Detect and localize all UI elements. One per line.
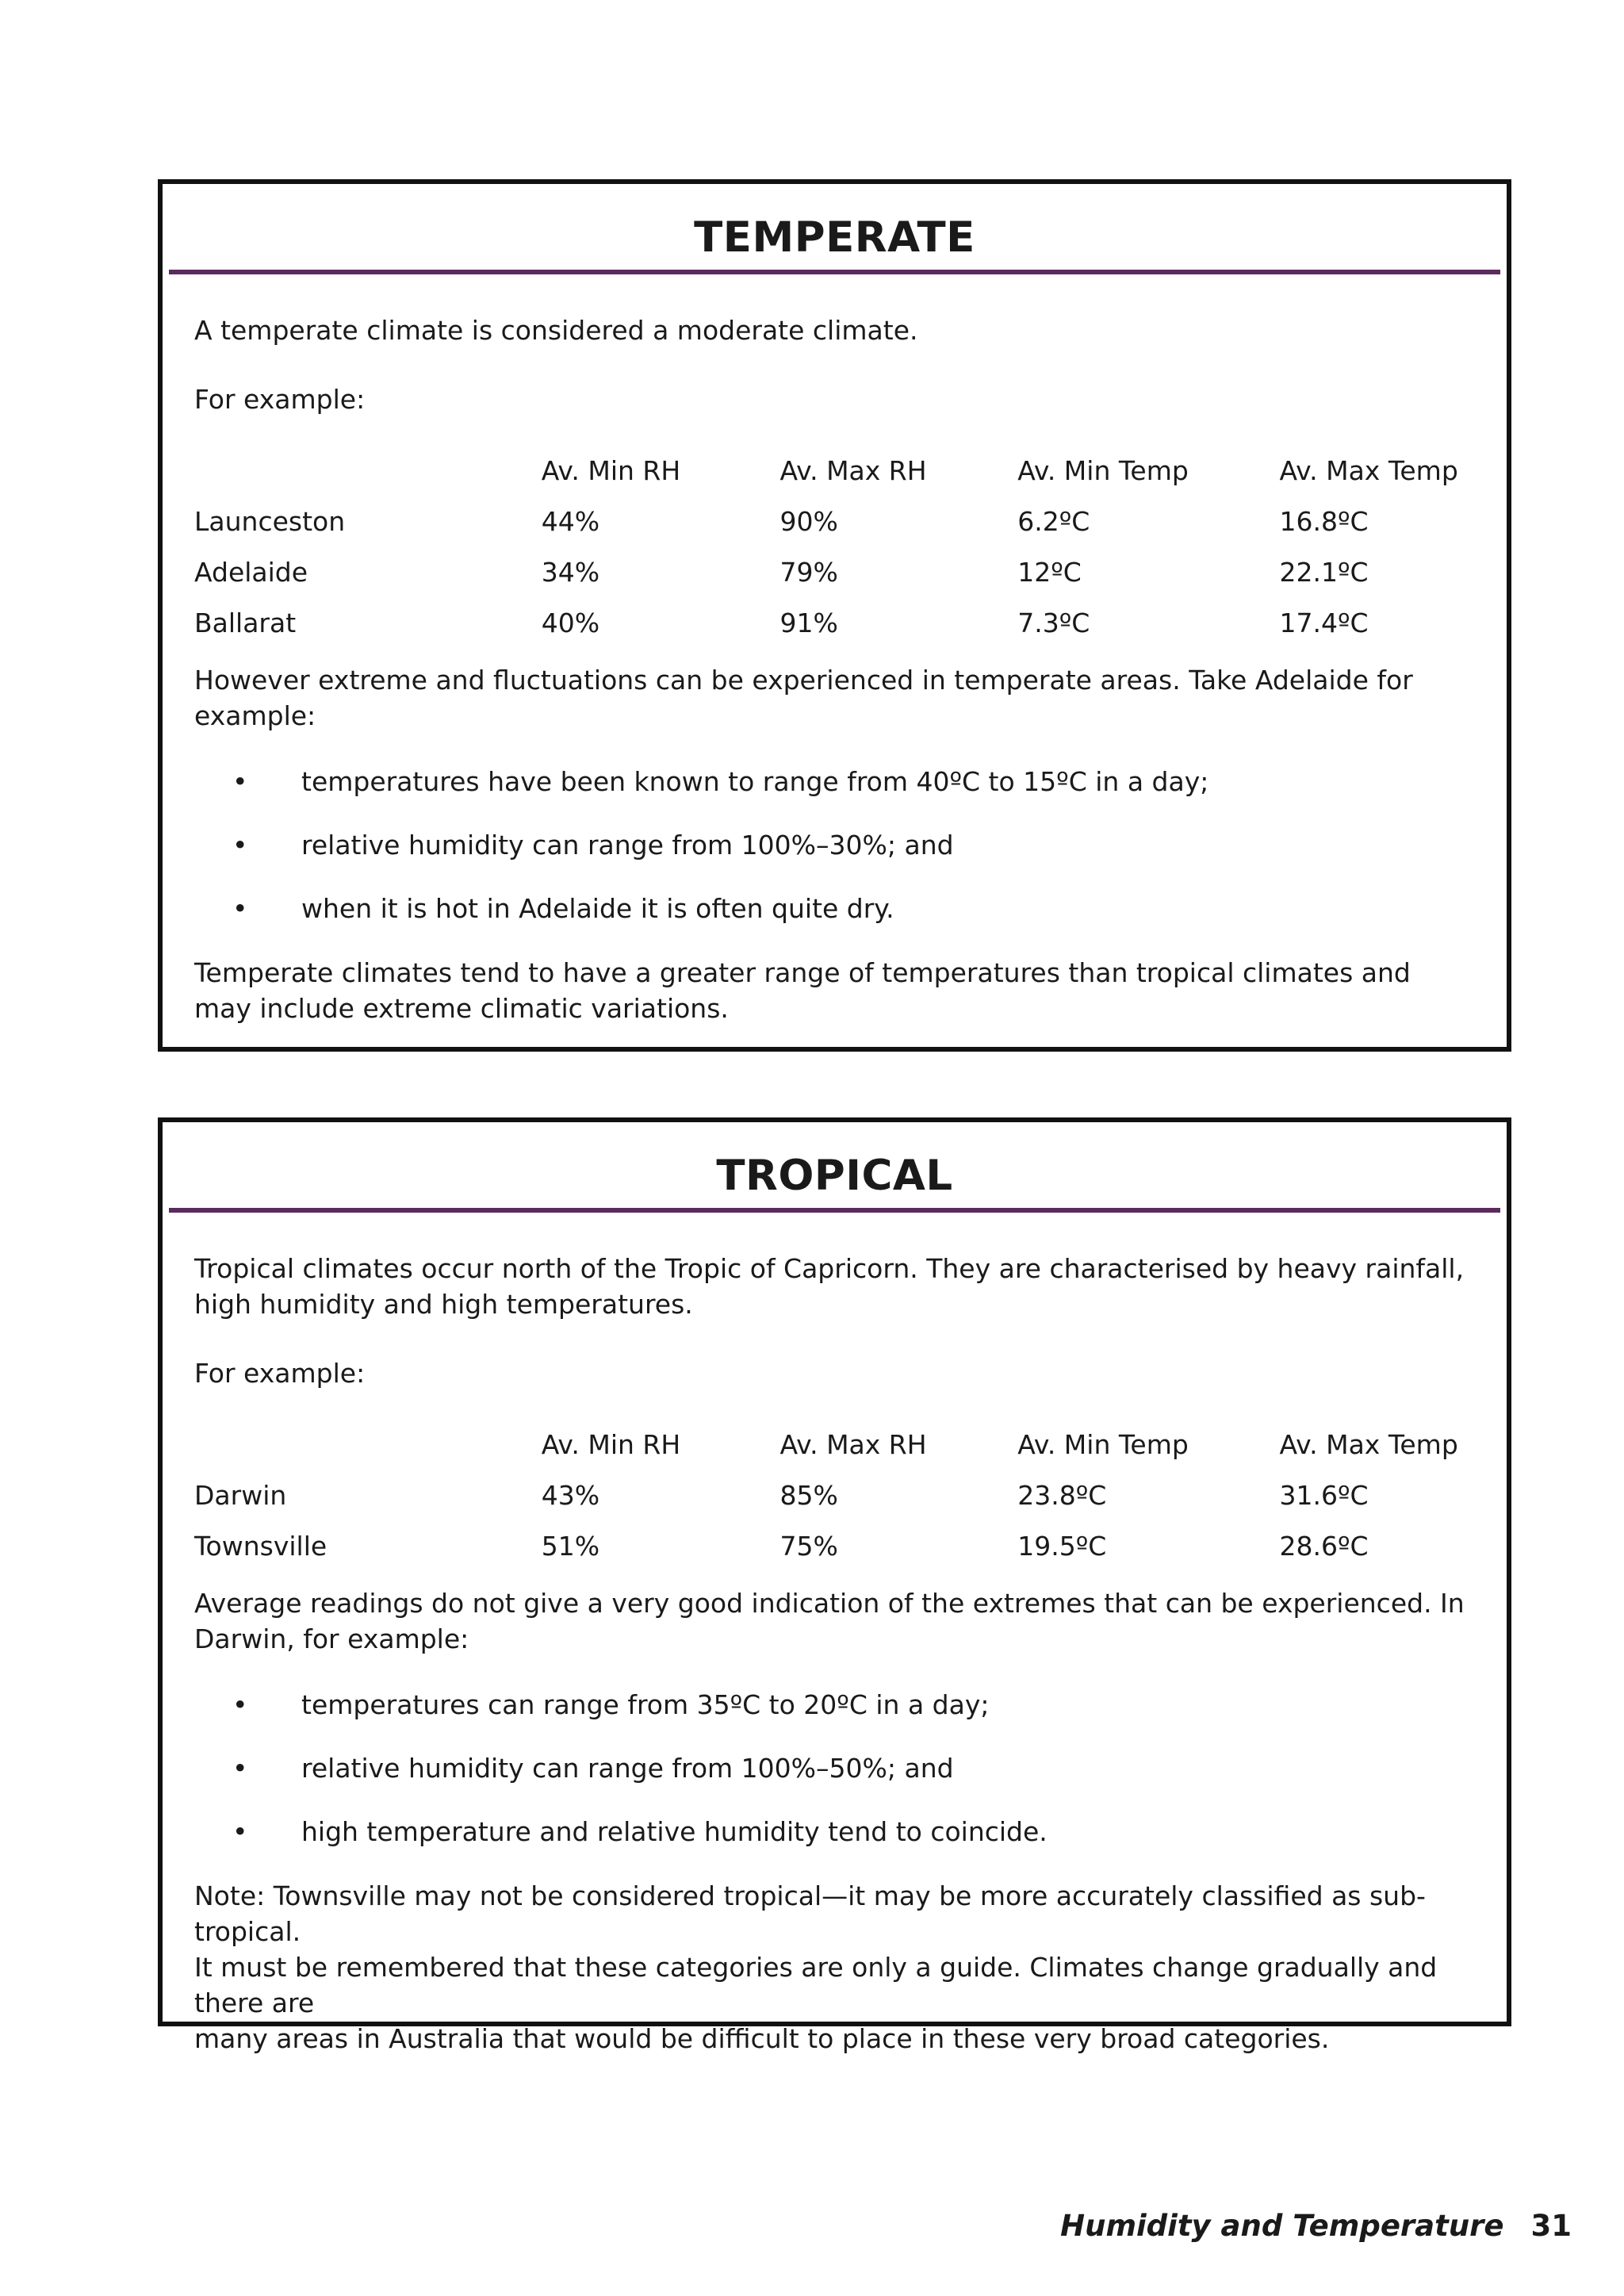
table-header-cell: Av. Min Temp <box>1017 455 1189 486</box>
bullet-icon: • <box>232 1689 248 1720</box>
table-cell: 85% <box>779 1480 838 1511</box>
table-cell: 16.8ºC <box>1279 506 1369 537</box>
tropical-for-example: For example: <box>194 1358 366 1389</box>
list-item-text: relative humidity can range from 100%–30%; and <box>301 830 954 861</box>
page-footer <box>1060 2209 1572 2243</box>
bullet-icon: • <box>232 1816 248 1847</box>
tropical-intro-line-1: Tropical climates occur north of the Tropic of Capricorn. They are characterised by heavy rainfall, <box>194 1253 1465 1284</box>
table-cell: 23.8ºC <box>1017 1480 1107 1511</box>
list-item <box>194 1750 1475 1814</box>
table-cell: 43% <box>541 1480 600 1511</box>
temperate-extremes: However extreme and fluctuations can be experienced in temperate areas. Take Adelaide for example: <box>194 665 1413 731</box>
tropical-extremes: Average readings do not give a very good indication of the extremes that can be experienced. In Darwin, for example: <box>194 1588 1465 1654</box>
temperate-intro: A temperate climate is considered a moderate climate. <box>194 315 918 346</box>
bullet-icon: • <box>232 893 248 924</box>
table-row <box>194 605 1475 656</box>
footer-section-title: Humidity and Temperature <box>1060 2209 1504 2243</box>
table-cell: 6.2ºC <box>1017 506 1090 537</box>
table-header-cell: Av. Min RH <box>541 455 681 486</box>
table-header-cell: Av. Min Temp <box>1017 1429 1189 1460</box>
table-cell-city: Adelaide <box>194 557 308 588</box>
tropical-title: TROPICAL <box>716 1152 953 1200</box>
table-header-cell: Av. Max Temp <box>1279 1429 1458 1460</box>
table-cell: 44% <box>541 506 600 537</box>
temperate-title: TEMPERATE <box>694 213 975 262</box>
table-row <box>194 504 1475 554</box>
list-item-text: relative humidity can range from 100%–50%; and <box>301 1753 954 1784</box>
table-cell: 31.6ºC <box>1279 1480 1369 1511</box>
tropical-bullet-list <box>194 1687 1475 1877</box>
table-header-cell: Av. Max Temp <box>1279 455 1458 486</box>
table-cell: 17.4ºC <box>1279 608 1369 638</box>
tropical-note-line-2: It must be remembered that these categories are only a guide. Climates change gradually and there are <box>194 1952 1438 2018</box>
bullet-icon: • <box>232 766 248 797</box>
tropical-box <box>158 1117 1511 2054</box>
table-header-row <box>194 453 1475 504</box>
page-number: 31 <box>1530 2209 1572 2243</box>
temperate-for-example: For example: <box>194 384 366 415</box>
list-item-text: when it is hot in Adelaide it is often quite dry. <box>301 893 894 924</box>
temperate-title-rule <box>169 270 1500 274</box>
table-header-cell: Av. Max RH <box>779 455 927 486</box>
temperate-bullet-list <box>194 764 1475 954</box>
table-cell: 7.3ºC <box>1017 608 1090 638</box>
table-cell-city: Launceston <box>194 506 346 537</box>
tropical-title-rule <box>169 1208 1500 1213</box>
list-item-text: temperatures can range from 35ºC to 20ºC in a day; <box>301 1689 990 1720</box>
temperate-box <box>158 179 1511 1052</box>
table-cell: 91% <box>779 608 838 638</box>
list-item <box>194 1814 1475 1877</box>
table-cell: 22.1ºC <box>1279 557 1369 588</box>
table-cell: 12ºC <box>1017 557 1082 588</box>
list-item <box>194 891 1475 954</box>
list-item <box>194 827 1475 891</box>
list-item <box>194 764 1475 827</box>
list-item <box>194 1687 1475 1750</box>
table-cell: 51% <box>541 1531 600 1562</box>
table-cell: 34% <box>541 557 600 588</box>
tropical-note-line-3: many areas in Australia that would be difficult to place in these very broad categories. <box>194 2023 1330 2054</box>
table-cell: 28.6ºC <box>1279 1531 1369 1562</box>
table-cell: 79% <box>779 557 838 588</box>
table-cell-city: Townsville <box>194 1531 327 1562</box>
table-cell: 40% <box>541 608 600 638</box>
table-cell: 75% <box>779 1531 838 1562</box>
bullet-icon: • <box>232 1753 248 1784</box>
table-cell-city: Ballarat <box>194 608 297 638</box>
tropical-table <box>194 1427 1475 1579</box>
table-row <box>194 554 1475 605</box>
table-row <box>194 1478 1475 1528</box>
table-header-cell: Av. Max RH <box>779 1429 927 1460</box>
temperate-table <box>194 453 1475 656</box>
table-cell: 19.5ºC <box>1017 1531 1107 1562</box>
bullet-icon: • <box>232 830 248 861</box>
table-cell: 90% <box>779 506 838 537</box>
temperate-closing: Temperate climates tend to have a greater range of temperatures than tropical climates and may include extreme climatic variations. <box>194 957 1411 1024</box>
list-item-text: temperatures have been known to range from 40ºC to 15ºC in a day; <box>301 766 1209 797</box>
table-row <box>194 1528 1475 1579</box>
table-header-row <box>194 1427 1475 1478</box>
tropical-note-line-1: Note: Townsville may not be considered tropical—it may be more accurately classified as sub-tropical. <box>194 1880 1426 1947</box>
tropical-intro-line-2: high humidity and high temperatures. <box>194 1289 693 1320</box>
table-header-cell: Av. Min RH <box>541 1429 681 1460</box>
table-cell-city: Darwin <box>194 1480 287 1511</box>
list-item-text: high temperature and relative humidity tend to coincide. <box>301 1816 1048 1847</box>
